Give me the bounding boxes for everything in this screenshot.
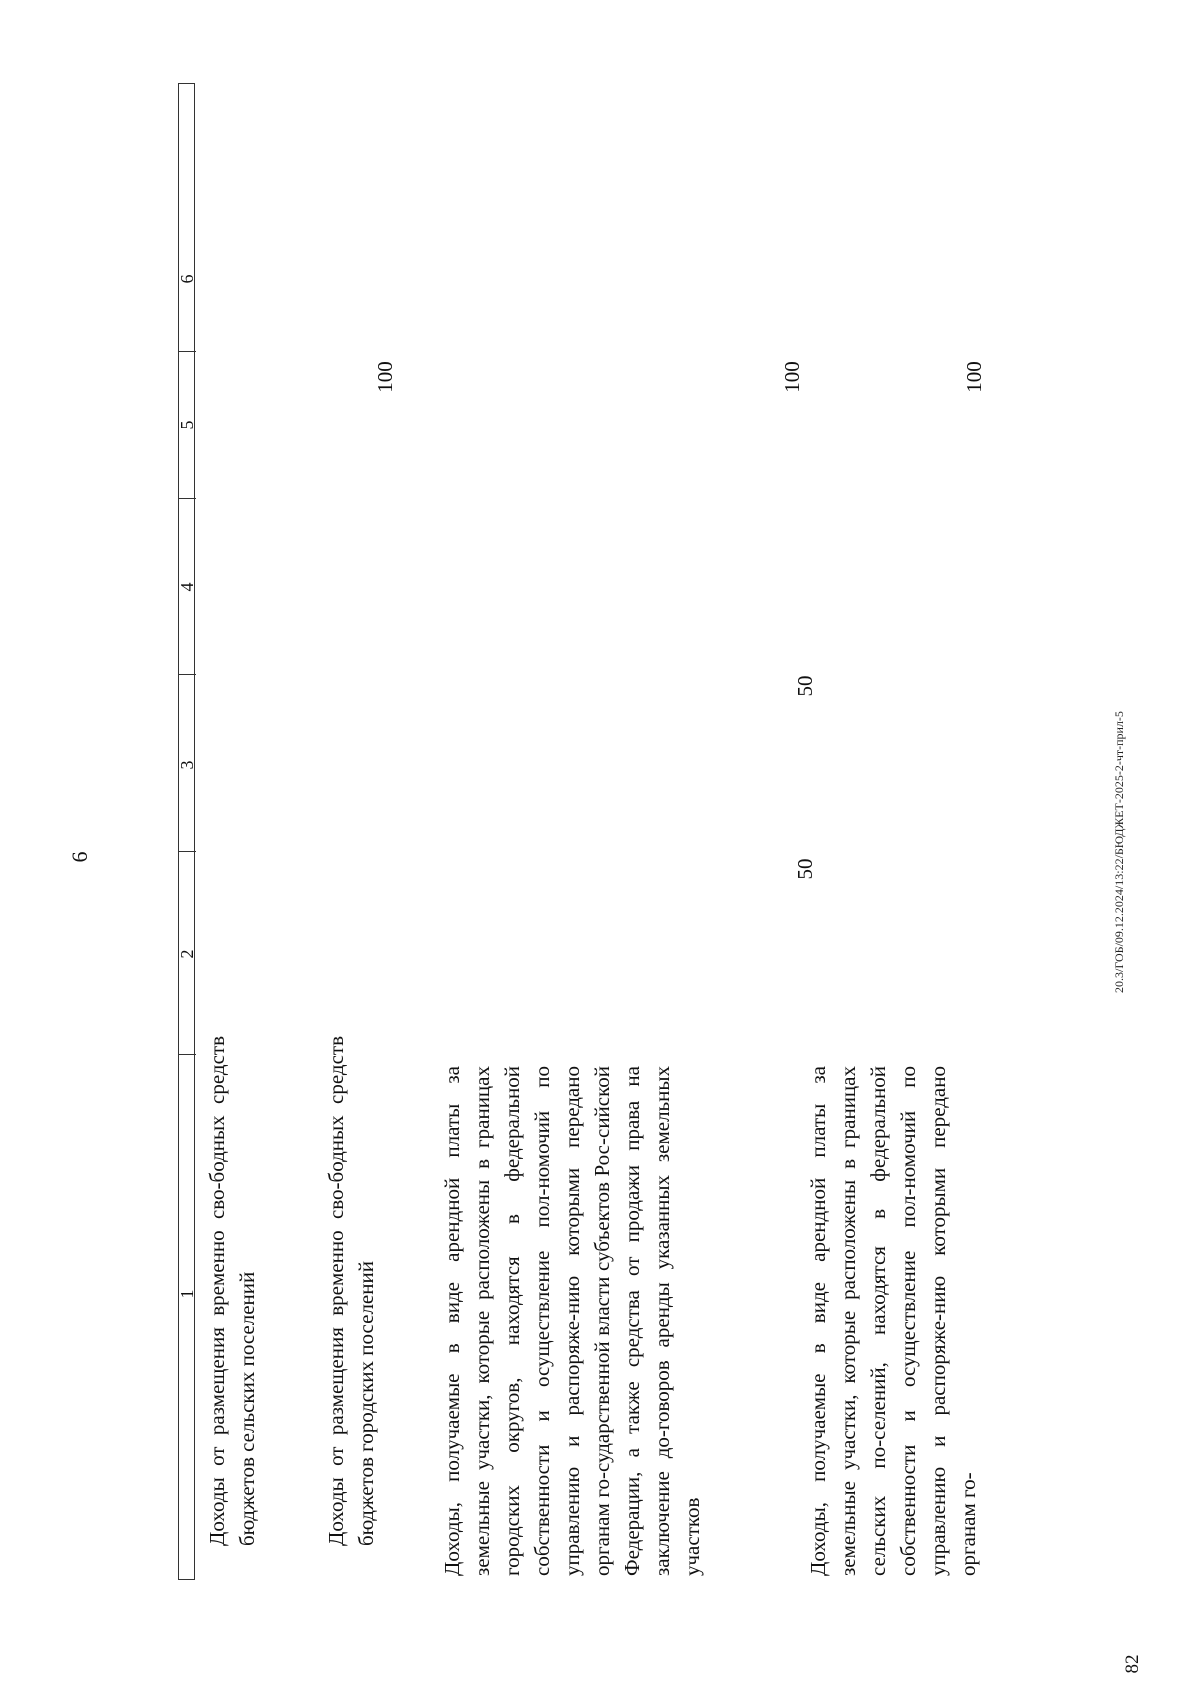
- row-2-description: Доходы от размещения временно сво-бодных средств бюджетов городских поселений: [324, 1036, 378, 1546]
- row-1-value-col5: 100: [962, 361, 986, 393]
- column-divider: [178, 674, 196, 675]
- document-reference: 20.3/ГОБ/09.12.2024/13:22/БЮДЖЕТ-2025-2-чт-прил-5: [1112, 711, 1126, 993]
- row-3-value-col2: 50: [793, 858, 817, 880]
- column-header-6: 6: [177, 274, 197, 284]
- row-3-value-col3: 50: [793, 675, 817, 697]
- column-header-3: 3: [177, 760, 197, 770]
- column-header-2: 2: [177, 949, 197, 959]
- row-1-description: Доходы от размещения временно сво-бодных средств бюджетов сельских поселений: [205, 1036, 259, 1546]
- row-2-value-col5: 100: [780, 361, 804, 393]
- column-divider: [178, 1054, 196, 1055]
- page-number-footer: 82: [1122, 1654, 1143, 1674]
- revenue-table: [177, 83, 986, 1580]
- column-divider: [178, 851, 196, 852]
- row-3-description: Доходы, получаемые в виде арендной платы за земельные участки, которые расположены в границах городских округов, находятся в федеральной собственности и осуществление пол-номочий по управлению и распоряже-нию которыми передано органам го-сударственной власти субъектов Рос-сийской Федерации, а также средства от продажи права на заключение до-говоров аренды указанных земельных участков: [440, 1066, 704, 1576]
- column-header-5: 5: [177, 420, 197, 430]
- page-number-header: 6: [67, 851, 92, 863]
- column-divider: [178, 498, 196, 499]
- row-1-col5-value: 100: [373, 361, 397, 393]
- row-4-description: Доходы, получаемые в виде арендной платы за земельные участки, которые расположены в границах сельских по-селений, находятся в федеральной собственности и осуществление пол-номочий по управлению и распоряже-нию которыми передано органам го-: [806, 1066, 980, 1576]
- column-header-1: 1: [177, 1289, 197, 1299]
- column-header-4: 4: [177, 582, 197, 592]
- column-divider: [178, 351, 196, 352]
- table-header-row: [178, 83, 195, 1580]
